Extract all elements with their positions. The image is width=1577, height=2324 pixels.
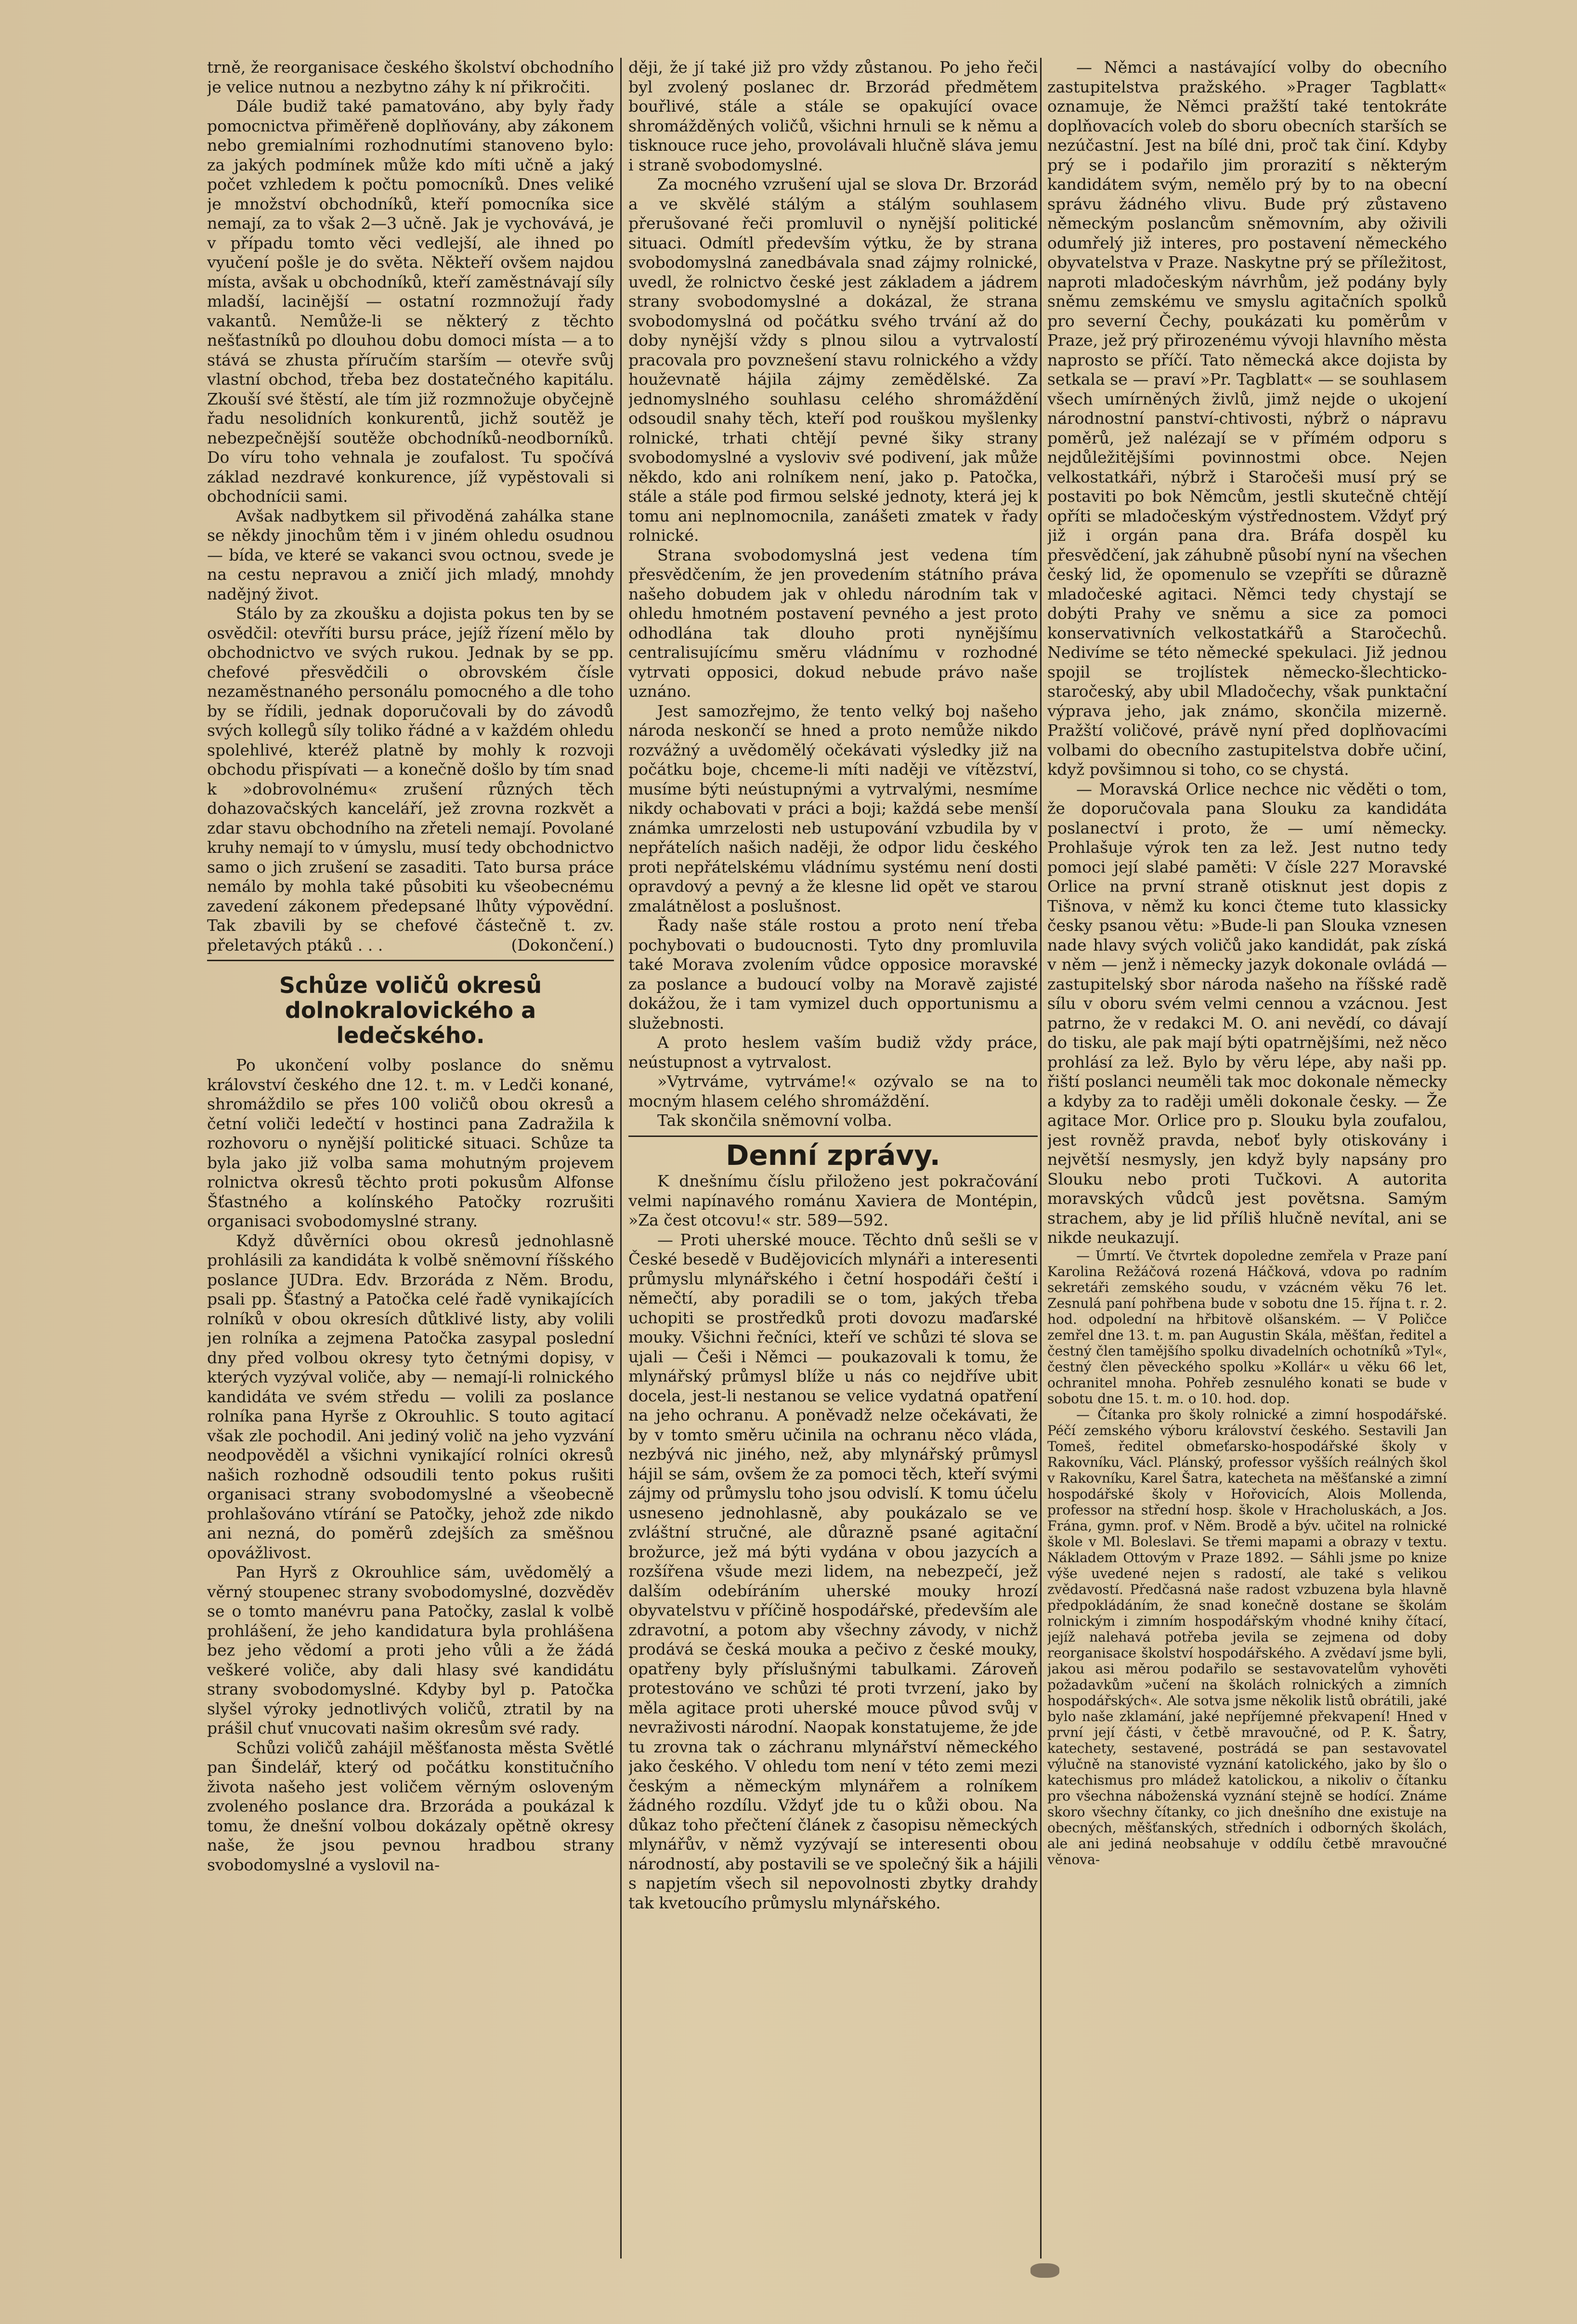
news-item: — Němci a nastávající volby do obecního zastupitelstva pražského. »Prager Tagblatt« oznamuje, že Němci pražští také tentokráte doplňovacích voleb do sboru obecních starších se nezúčastní. Jest na bílé dni, proč tak činí. Kdyby prý se i podařilo jim prorazití s některým kandidátem svým, nemělo prý by to na obecní správu žádného vlivu. Bude prý zůstaveno německým poslancům sněmovním, aby oživili odumřelý již interes, pro postavení německého obyvatelstva v Praze. Naskytne prý se příležitost, naproti mladočeským návrhům, jež podány byly sněmu zemskému ve smyslu agitačních spolků pro severní Čechy, poukázati ku poměrům v Praze, jež prý přirozenému vývoji hlavního města naprosto se příčí. Tato německá akce dojista by setkala se — praví »Pr. Tagblatt« — se souhlasem všech umírněných živlů, jimž nejde o ukojení národnostní panství-chtivosti, nýbrž o nápravu poměrů, jež nalézají se v přímém odporu s nejdůležitějšími povinnostmi obce. Nejen velkostatkáři, nýbrž i Staročeši musí prý se postaviti po bok Němcům, jestli skutečně chtějí opříti se mladočeským výstřednostem. Vždyť prý již i orgán pana dra. Bráfa dospěl ku přesvědčení, jak záhubně působí nyní na všechen český lid, že opomenulo se vzepříti se důrazně mladočeské agitaci. Němci tedy chystají se dobýti Prahy ve sněmu a sice za pomoci konservativních velkostatkářů a Staročechů. Nedivíme se této německé spekulaci. Již jednou spojil se trojlístek německo-šlechticko-staročeský, aby ubil Mladočechy, však punktační výprava jeho, jak známo, skončila mizerně. Pražští voličové, právě nyní před doplňovacími volbami do obecního zastupitelstva dobře učiní, když povšimnou si toho, co se chystá.: [1047, 58, 1447, 779]
article-paragraph: Strana svobodomyslná jest vedena tím přesvědčením, že jen provedením státního práva našeho dobudem jak v ohledu národním tak v ohledu hmotném postavení pevného a jest proto odhodlána tak dlouho proti nynějšímu centralisujícímu směru vládnímu v rozhodné vytrvati opposici, dokud nebude právo naše uznáno.: [628, 545, 1038, 701]
news-item: — Moravská Orlice nechce nic věděti o tom, že doporučovala pana Slouku za kandidáta poslanectví i proto, že — umí německy. Prohlašuje výrok ten za lež. Jest nutno tedy pomoci její slabé paměti: V čísle 227 Moravské Orlice na první straně otisknut jest dopis z Tišnova, v němž ku konci čteme tuto klassicky česky psanou větu: »Bude-li pan Slouka vznesen nade hlavy svých voličů jako kandidát, pak získá v něm — jenž i německy jazyk dokonale ovládá — zastupitelský sbor národa našeho na říšské radě sílu v oboru svém velmi cennou a vzácnou. Jest patrno, že v redakci M. O. ani nevědí, co dávají do tisku, ale pak mají býti opatrnějšími, než něco prohlásí za lež. Bylo by věru lépe, aby naši pp. řiští poslanci neuměli tak moc dokonale německy a kdyby za to raději uměli dokonale česky. — Že agitace Mor. Orlice pro p. Slouku byla zoufalou, jest rovněž pravda, neboť byly otiskovány i největší nesmysly, jen když byly napsány pro Slouku nebo proti Tučkovi. A autorita moravských vůdců jest povětsna. Samým strachem, aby je lid příliš hlučně nevítal, ani se nikde neukazují.: [1047, 779, 1447, 1247]
section-divider: [628, 1136, 1038, 1137]
article-paragraph: Avšak nadbytkem sil přivoděná zahálka stane se někdy jinochům těm i v jiném ohledu osudnou — bída, ve které se vakanci svou octnou, svede je na cestu nepravou a zničí jich mladý, mnohdy nadějný život.: [207, 506, 614, 603]
article-paragraph: Jest samozřejmo, že tento velký boj našeho národa neskončí se hned a proto nemůže nikdo rozvážný a uvědomělý očekávati výsledky již na počátku boje, chceme-li míti naději ve vítězství, musíme býti neústupnými a vytrvalými, nesmíme nikdy ochabovati v práci a boji; každá sebe menší známka umrzelosti neb ustupování vzbudila by v nepřátelích našich naději, že odpor lidu českého proti nepřátelskému vládnímu systému není dosti opravdový a pevný a že klesne lid opět ve starou zmalátnělost a poslušnost.: [628, 701, 1038, 915]
article-paragraph: [207, 604, 614, 955]
article-paragraph: Řady naše stále rostou a proto není třeba pochybovati o budoucnosti. Tyto dny promluvila také Morava zvolením vůdce opposice moravské za poslance a budoucí volby na Moravě zajisté dokážou, že i tam vymizel duch opportunismu a služebnosti.: [628, 916, 1038, 1032]
article-paragraph: A proto heslem vaším budiž vždy práce, neústupnost a vytrvalost.: [628, 1033, 1038, 1071]
article-paragraph: Tak skončila sněmovní volba.: [657, 1111, 892, 1130]
news-item: K dnešnímu číslu přiloženo jest pokračování velmi napínavého románu Xaviera de Montépin, »Za čest otcovu!« str. 589—592.: [628, 1172, 1038, 1229]
article-paragraph: Dále budiž také pamatováno, aby byly řady pomocnictva přiměřeně doplňovány, aby zákonem nebo gremialními rozhodnutími stanoveno bylo: za jakých podmínek může kdo míti učně a jaký počet vzhledem k počtu pomocníků. Dnes veliké je množství obchodníků, kteří pomocníka sice nemají, za to však 2—3 učně. Jak je vychovává, je v případu tomto věci vedlejší, ale ihned po vyučení pošle je do světa. Někteří ovšem najdou místa, avšak u obchodníků, kteří zaměstnávají síly mladší, lacinější — ostatní rozmnožují řady vakantů. Nemůže-li se některý z těchto nešťastníků po dlouhou dobu domoci místa — a to stává se zhusta příručím starším — otevře svůj vlastní obchod, třeba bez dostatečného kapitálu. Zkouší své štěstí, ale tím již rozmnožuje obyčejně řadu nesolidních konkurentů, jichž soutěž je nebezpečnější soutěže obchodníků-neodborníků. Do víru toho vehnala je zoufalost. Tu spočívá základ nezdravé konkurence, jíž vypěstovali si obchodnícii sami.: [207, 97, 614, 506]
paragraph-text: Stálo by za zkoušku a dojista pokus ten by se osvědčil: otevříti bursu práce, jejíž řízení mělo by obchodnictvo ve svých rukou. Jednak by se pp. chefové přesvědčili o obrovském čísle nezaměstnaného personálu pomocného a dle toho by se řídili, jednak doporučovali by do závodů svých kollegů síly toliko řádné a v každém ohledu spolehlivé, kteréž platně by mohly k rozvoji obchodu přispívati — a konečně došlo by tím snad k »dobrovolnému« zrušení různých těch dohazovačských kanceláří, jež zrovna rozkvět a zdar stavu obchodního na zřeteli nemají. Povolané kruhy nemají to v úmyslu, musí tedy obchodnictvo samo o jich zrušení se zasaditi. Tato bursa práce nemálo by mohla také působiti ku všeobecnému zavedení zákonem předepsané lhůty výpovědní. Tak zbavili by se chefové částečně t. zv. přeletavých ptáků . . .: [207, 604, 614, 954]
continuation-note: (Dokončení.): [511, 935, 614, 954]
news-item: — Čítanka pro školy rolnické a zimní hospodářské. Péčí zemského výboru království českého. Sestavili Jan Tomeš, ředitel obmeťarsko-hospodářské školy v Rakovníku, Václ. Plánský, professor vyšších reálných škol v Rakovníku, Karel Šatra, katecheta na měšťanské a zimní hospodářské školy v Hořovicích, Alois Mollenda, professor na střední hosp. škole v Hracholuskách, a Jos. Frána, gymn. prof. v Něm. Brodě a býv. učitel na rolnické škole v Ml. Boleslavi. Se třemi mapami a obrazy v textu. Nákladem Ottovým v Praze 1892. — Sáhli jsme po knize výše uvedené nejen s radostí, ale také s velikou zvědavostí. Předčasná naše radost vzbuzena byla hlavně předpokládáním, že snad konečně dostane se školám rolnickým i zimním hospodářským vhodné knihy čítací, jejíž nalehavá potřeba jevila se zejmena od doby reorganisace školství hospodářského. A zvědaví jsme byli, jakou asi měrou podařilo se sestavovatelům vyhověti požadavkům »učení na školách rolnických a zimních hospodářských«. Ale sotva jsme několik listů obrátili, jaké bylo naše zklamání, jaké nepříjemné překvapení! Hned v první její části, v četbě mravoučné, od P. K. Šatry, katechety, sestavené, postrádá se pan sestavovatel výlučně na stanovisté vyznání katolického, jako by šlo o katechismus pro mládež katolickou, a nikoliv o čítanku pro všechna náboženská vyznání stejně se hodící. Známe skoro všechny čítanky, co jich dnešního dne existuje na obecných, měšťanských, středních i odborných školách, ale ani jediná neobsahuje v oddílu četbě mravoučné věnova-: [1047, 1406, 1447, 1867]
article-paragraph: Schůzi voličů zahájil měšťanosta města Světlé pan Šindelář, který od počátku konstitučního života našeho jest voličem věrným osloveným zvoleného poslance dra. Brzoráda a poukázal k tomu, že dnešní volbou dokázaly opětně okresy naše, že jsou pevnou hradbou strany svobodomyslné a vyslovil na-: [207, 1738, 614, 1874]
column-2: [628, 58, 1038, 2263]
column-1: [207, 58, 614, 2263]
article-paragraph: Za mocného vzrušení ujal se slova Dr. Brzorád a ve skvělé stálým a stálým souhlasem přerušované řeči promluvil o nynější politické situaci. Odmítl především výtku, že by strana svobodomyslná zanedbávala snad zájmy rolnické, uvedl, že rolnictvo české jest základem a jádrem strany svobodomyslné a dokázal, že strana svobodomyslná od počátku svého trvání až do doby nynější vždy s plnou silou a vytrvalostí pracovala pro povznešení stavu rolnického a vždy houževnatě hájila zájmy zemědělské. Za jednomyslného souhlasu celého shromáždění odsoudil snahy těch, kteří pod rouškou myšlenky rolnické, trhati chtějí pevné šiky strany svobodomyslné a vysloviv své podivení, jak může někdo, kdo ani rolníkem není, jako p. Patočka, stále a stále pod firmou selské jednoty, která jej k tomu ani neplnomocnila, zanášeti zmatek v řady rolnické.: [628, 175, 1038, 545]
article-paragraph: ději, že jí také již pro vždy zůstanou. Po jeho řeči byl zvolený poslanec dr. Brzorád předmětem bouřlivé, stále a stále se opakující ovace shromážděných voličů, všichni hrnuli se k němu a tisknouce ruce jeho, provolávali hlučně sláva jemu i straně svobodomyslné.: [628, 58, 1038, 174]
article-heading: Schůze voličů okresů dolnokralovického a ledečského.: [279, 972, 542, 1048]
column-rule: [620, 58, 622, 2259]
news-item: — Úmrtí. Ve čtvrtek dopoledne zemřela v Praze paní Karolina Režáčová rozená Háčková, vdova po radním sekretáři zemského soudu, v vzácném věku 76 let. Zesnulá paní pohřbena bude v sobotu dne 15. října t. r. 2. hod. odpolední na hřbitově olšanském. — V Poličce zemřel dne 13. t. m. pan Augustin Skála, měšťan, ředitel a čestný člen tamějšího spolku divadelních ochotníků »Tyl«, čestný člen pěveckého spolku »Kollár« u věku 66 let, ochranitel mnoha. Pohřeb zesnulého konati se bude v sobotu dne 15. t. m. o 10. hod. dop.: [1047, 1247, 1447, 1407]
article-paragraph: Po ukončení volby poslance do sněmu království českého dne 12. t. m. v Ledči konané, shromáždilo se přes 100 voličů obou okresů a četní voliči ledečtí v hostinci pana Zadražila k rozhovoru o nynější politické situaci. Schůze ta byla jako již volba sama mohutným projevem rolnictva okresů těchto proti pokusům Alfonse Šťastného a kolínského Patočky rozrušiti organisaci svobodomyslné strany.: [207, 1056, 614, 1230]
article-paragraph: Pan Hyrš z Okrouhlice sám, uvědomělý a věrný stoupenec strany svobodomyslné, dozvěděv se o tomto manévru pana Patočky, zaslal k volbě prohlášení, že jeho kandidatura byla prohlášena bez jeho vědomí a proti jeho vůli a že žádá veškeré voliče, aby dali hlasy své kandidátu strany svobodomyslné. Kdyby byl p. Patočka slyšel výroky jednotlivých voličů, ztratil by na prášil chuť vnucovati našim okresům své rady.: [207, 1563, 614, 1737]
column-3: [1047, 58, 1447, 2263]
section-divider: [207, 960, 614, 961]
ink-blot: [1030, 2263, 1059, 2278]
article-paragraph: Když důvěrníci obou okresů jednohlasně prohlásili za kandidáta k volbě sněmovní říšského poslance JUDra. Edv. Brzoráda z Něm. Brodu, psali pp. Šťastný a Patočka celé řadě vynikajících rolníků v obou okresích důtklivé listy, aby volili jen rolníka a zejmena Patočka zasypal poslední dny před volbou okresy tyto četnými dopisy, v kterých vyzýval voliče, aby — nemají-li rolnického kandidáta ve svém středu — volili za poslance rolníka pana Hyrše z Okrouhlic. S touto agitací však zle pochodil. Ani jediný volič na jeho vyzvání neodpověděl a všichni vynikající rolníci okresů našich rozhodně odsoudili tento pokus rušiti organisaci strany svobodomyslné a všeobecně prohlašováno vtírání se Patočky, jehož zde nikdo ani nezná, do poměrů zdejších za směšnou opovážlivost.: [207, 1231, 614, 1562]
column-rule: [1040, 58, 1042, 2259]
article-paragraph: »Vytrváme, vytrváme!« ozývalo se na to mocným hlasem celého shromáždění.: [628, 1072, 1038, 1110]
news-item: — Proti uherské mouce. Těchto dnů sešli se v České besedě v Budějovicích mlynáři a interesenti průmyslu mlynářského i četní hospodáři čeští i němečtí, aby poradili se o tom, jakých třeba uchopiti se prostředků proti dovozu maďarské mouky. Všichni řečníci, kteří ve schůzi té slova se ujali — Češi i Němci — poukazovali k tomu, že mlynářský průmysl blíže u nás co nejdříve ubit docela, jest-li nestanou se velice vydatná opatření na jeho ochranu. A poněvadž nelze očekávati, že by v tomto směru učinila na ochranu něco vláda, nezbývá nic jiného, než, aby mlynářský průmysl hájil se sám, ovšem že za pomoci těch, kteří svými zájmy od průmyslu toho jsou odvislí. K tomu účelu usneseno jednohlasně, aby poukázalo se ve zvláštní stručné, ale důrazně psané agitační brožurce, jež má býti vydána v obou jazycích a rozšířena všude mezi lidem, na nebezpečí, jež dalším odebíráním uherské mouky hrozí obyvatelstvu v příčině hospodářské, především ale zdravotní, a potom aby všechny závody, v nichž prodává se česká mouka a pečivo z české mouky, opatřeny byly příslušnými tabulkami. Zároveň protestováno ve schůzi té proti tvrzení, jako by měla agitace proti uherské mouce původ svůj v nevraživosti národní. Naopak konstatujeme, že jde tu zrovna tak o záchranu mlynářství německého jako českého. V ohledu tom není v této zemi mezi českým a německým mlynářem a rolníkem žádného rozdílu. Vždyť jde tu o kůži obou. Na důkaz toho přečtení článek z časopisu německých mlynářův, v němž vyzývají se interesenti obou národností, aby postavili se ve společný šik a hájili s napjetím všech sil nepovolnosti zbytky drahdy tak kvetoucího průmyslu mlynářského.: [628, 1230, 1038, 1912]
article-paragraph: trně, že reorganisace českého školství obchodního je velice nutnou a nezbytno záhy k ní přikročiti.: [207, 58, 614, 96]
section-heading: Denní zprávy.: [726, 1138, 940, 1172]
